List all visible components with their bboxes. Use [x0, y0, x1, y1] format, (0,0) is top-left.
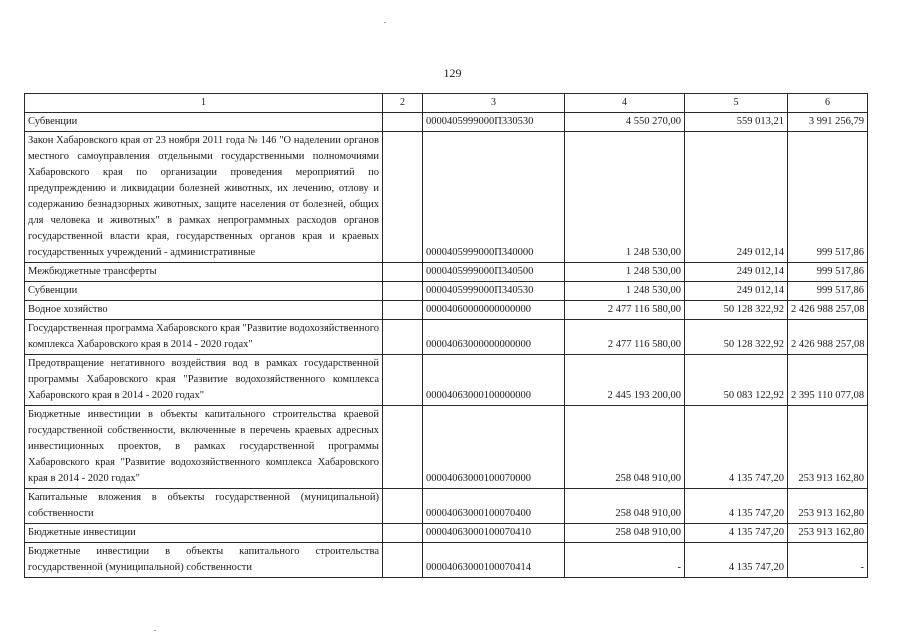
header-cell: 3	[423, 94, 565, 113]
table-header-row	[25, 94, 868, 113]
row-code: 00004063000100070400	[423, 489, 565, 524]
row-value-4: 258 048 910,00	[565, 489, 685, 524]
table-row	[25, 489, 868, 524]
row-value-6: 2 395 110 077,08	[788, 355, 868, 406]
row-value-4: 1 248 530,00	[565, 263, 685, 282]
row-value-4: 1 248 530,00	[565, 132, 685, 263]
row-code: 00004063000000000000	[423, 320, 565, 355]
table-row	[25, 320, 868, 355]
scan-speck	[154, 630, 156, 631]
row-name: Водное хозяйство	[25, 301, 383, 320]
row-code: 00004063000100070414	[423, 543, 565, 578]
row-value-4: 2 477 116 580,00	[565, 320, 685, 355]
row-col2	[383, 263, 423, 282]
row-col2	[383, 543, 423, 578]
row-col2	[383, 524, 423, 543]
row-value-5: 4 135 747,20	[685, 489, 788, 524]
row-value-4: 4 550 270,00	[565, 113, 685, 132]
table-row	[25, 113, 868, 132]
row-value-6: 999 517,86	[788, 282, 868, 301]
row-value-6: -	[788, 543, 868, 578]
row-value-5: 4 135 747,20	[685, 524, 788, 543]
row-col2	[383, 320, 423, 355]
row-value-4: 258 048 910,00	[565, 524, 685, 543]
row-value-5: 4 135 747,20	[685, 406, 788, 489]
row-col2	[383, 489, 423, 524]
row-value-5: 4 135 747,20	[685, 543, 788, 578]
row-value-5: 249 012,14	[685, 282, 788, 301]
row-col2	[383, 406, 423, 489]
page-number: 129	[443, 66, 462, 80]
row-name: Субвенции	[25, 113, 383, 132]
row-col2	[383, 355, 423, 406]
row-code: 00004060000000000000	[423, 301, 565, 320]
header-cell: 6	[788, 94, 868, 113]
row-name: Межбюджетные трансферты	[25, 263, 383, 282]
row-value-4: -	[565, 543, 685, 578]
budget-table	[24, 93, 868, 578]
row-value-6: 999 517,86	[788, 132, 868, 263]
row-value-6: 253 913 162,80	[788, 524, 868, 543]
header-cell: 4	[565, 94, 685, 113]
row-code: 00004063000100070410	[423, 524, 565, 543]
row-value-5: 559 013,21	[685, 113, 788, 132]
scan-speck	[384, 22, 386, 23]
table-row	[25, 543, 868, 578]
row-code: 00004063000100000000	[423, 355, 565, 406]
row-value-6: 2 426 988 257,08	[788, 301, 868, 320]
row-value-5: 50 083 122,92	[685, 355, 788, 406]
row-code: 0000405999000П330530	[423, 113, 565, 132]
row-name: Бюджетные инвестиции	[25, 524, 383, 543]
row-value-6: 3 991 256,79	[788, 113, 868, 132]
row-value-6: 253 913 162,80	[788, 489, 868, 524]
row-col2	[383, 113, 423, 132]
row-value-5: 249 012,14	[685, 132, 788, 263]
row-name: Капитальные вложения в объекты государственной (муниципальной) собственности	[25, 489, 383, 524]
table-row	[25, 355, 868, 406]
row-code: 0000405999000П340000	[423, 132, 565, 263]
table-row	[25, 132, 868, 263]
row-name: Закон Хабаровского края от 23 ноября 2011 года № 146 "О наделении органов местного самоуправления отдельными государственными полномочиями Хабаровского края по организации проведения мероприятий по предупреждению и ликвидации болезней животных, их лечению, отлову и содержанию безнадзорных животных, защите населения от болезней, общих для человека и животных" в рамках непрограммных расходов органов государственной власти края, государственных органов края и краевых государственных учреждений - административные	[25, 132, 383, 263]
table-row	[25, 282, 868, 301]
row-name: Субвенции	[25, 282, 383, 301]
row-name: Бюджетные инвестиции в объекты капитального строительства краевой государственной собственности, включенные в перечень краевых адресных инвестиционных проектов, в рамках государственной программы Хабаровского края "Развитие водохозяйственного комплекса Хабаровского края в 2014 - 2020 годах"	[25, 406, 383, 489]
row-value-6: 2 426 988 257,08	[788, 320, 868, 355]
row-value-4: 2 445 193 200,00	[565, 355, 685, 406]
row-value-5: 249 012,14	[685, 263, 788, 282]
header-cell: 1	[25, 94, 383, 113]
header-cell: 2	[383, 94, 423, 113]
row-value-6: 999 517,86	[788, 263, 868, 282]
table-row	[25, 301, 868, 320]
row-col2	[383, 301, 423, 320]
row-value-4: 1 248 530,00	[565, 282, 685, 301]
row-col2	[383, 132, 423, 263]
row-code: 0000405999000П340500	[423, 263, 565, 282]
row-value-5: 50 128 322,92	[685, 301, 788, 320]
row-value-5: 50 128 322,92	[685, 320, 788, 355]
header-cell: 5	[685, 94, 788, 113]
row-code: 00004063000100070000	[423, 406, 565, 489]
table-row	[25, 406, 868, 489]
table-row	[25, 263, 868, 282]
row-value-6: 253 913 162,80	[788, 406, 868, 489]
table-row	[25, 524, 868, 543]
row-name: Государственная программа Хабаровского края "Развитие водохозяйственного комплекса Хабаровского края в 2014 - 2020 годах"	[25, 320, 383, 355]
row-name: Предотвращение негативного воздействия вод в рамках государственной программы Хабаровского края "Развитие водохозяйственного комплекса Хабаровского края в 2014 - 2020 годах"	[25, 355, 383, 406]
row-code: 0000405999000П340530	[423, 282, 565, 301]
row-value-4: 2 477 116 580,00	[565, 301, 685, 320]
row-value-4: 258 048 910,00	[565, 406, 685, 489]
row-col2	[383, 282, 423, 301]
row-name: Бюджетные инвестиции в объекты капитального строительства государственной (муниципальной) собственности	[25, 543, 383, 578]
